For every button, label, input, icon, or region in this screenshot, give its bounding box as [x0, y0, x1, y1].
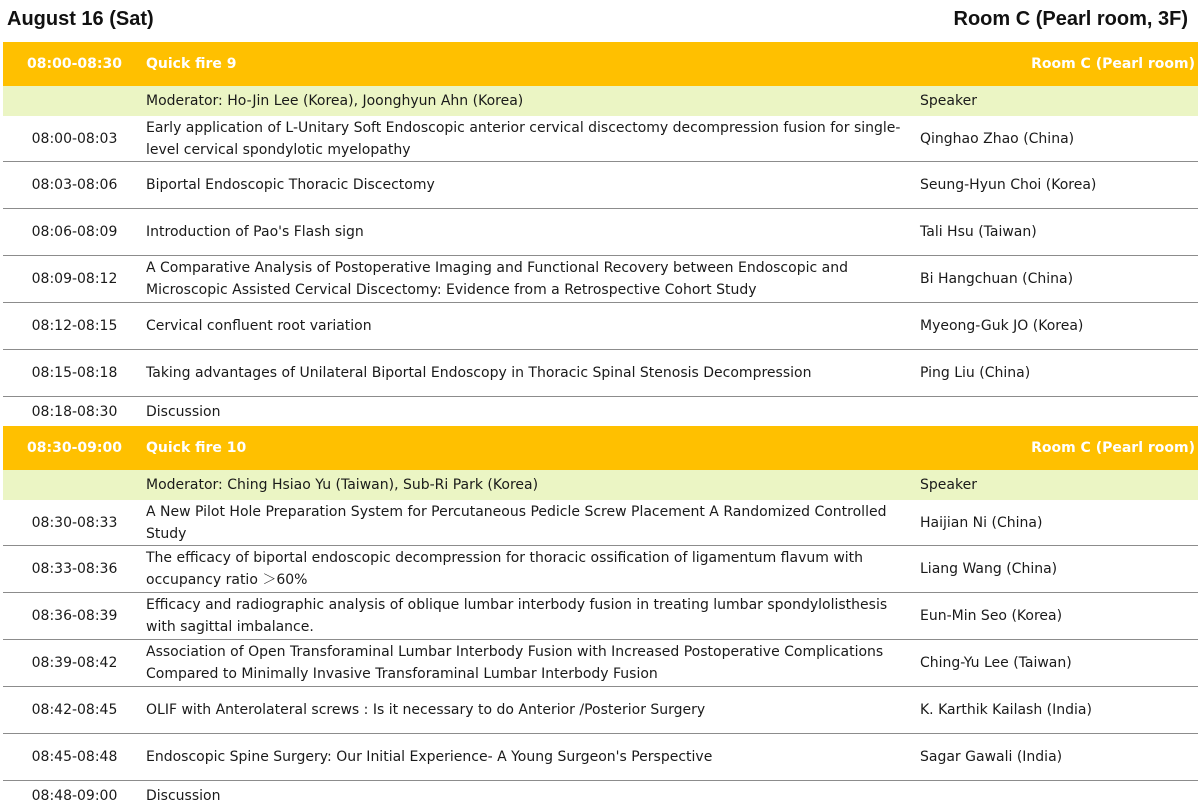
- session-room: Room C (Pearl room): [1031, 56, 1195, 72]
- talk-speaker: Tali Hsu (Taiwan): [920, 224, 1037, 240]
- session-room: Room C (Pearl room): [1031, 440, 1195, 456]
- talk-title: A Comparative Analysis of Postoperative Imaging and Functional Recovery between Endoscopic and Microscopic Assisted Cervical Discectomy: Evidence from a Retrospective Cohort Study: [146, 260, 848, 298]
- talk-title: Introduction of Pao's Flash sign: [146, 224, 364, 240]
- talk-title: Association of Open Transforaminal Lumbar Interbody Fusion with Increased Postoperative Complications Compared to Minimally Invasive Transforaminal Lumbar Interbody Fusion: [146, 644, 884, 682]
- discussion-row: [3, 397, 1198, 426]
- page-header: [0, 0, 1200, 42]
- session-title: Quick fire 9: [146, 56, 237, 72]
- discussion-time: 08:18-08:30: [31, 403, 118, 420]
- talk-row: [3, 116, 1198, 162]
- discussion-time: 08:48-09:00: [31, 787, 118, 804]
- talk-row: [3, 734, 1198, 781]
- talk-row: [3, 546, 1198, 593]
- talk-time: 08:42-08:45: [31, 702, 118, 718]
- moderator-label: Moderator: Ching Hsiao Yu (Taiwan), Sub-Ri Park (Korea): [146, 477, 539, 493]
- talk-speaker: Seung-Hyun Choi (Korea): [920, 177, 1097, 193]
- talk-time: 08:39-08:42: [31, 655, 118, 671]
- speaker-column-header: Speaker: [920, 477, 977, 493]
- talk-speaker: Bi Hangchuan (China): [920, 271, 1074, 287]
- talk-title: A New Pilot Hole Preparation System for Percutaneous Pedicle Screw Placement A Randomized Controlled Study: [146, 503, 887, 542]
- moderator-label: Moderator: Ho-Jin Lee (Korea), Joonghyun Ahn (Korea): [146, 93, 524, 109]
- talk-time: 08:45-08:48: [31, 749, 118, 765]
- talk-time: 08:09-08:12: [31, 271, 118, 287]
- talk-time: 08:36-08:39: [31, 608, 118, 624]
- talk-speaker: Ping Liu (China): [920, 365, 1031, 381]
- talk-time: 08:12-08:15: [31, 318, 118, 334]
- talk-title: Endoscopic Spine Surgery: Our Initial Experience- A Young Surgeon's Perspective: [146, 749, 713, 765]
- talk-row: [3, 209, 1198, 256]
- talk-title: OLIF with Anterolateral screws : Is it necessary to do Anterior /Posterior Surgery: [146, 702, 706, 718]
- talk-title: The efficacy of biportal endoscopic decompression for thoracic ossification of ligamentum flavum with occupancy ratio ＞60%: [146, 550, 864, 588]
- talk-speaker: Qinghao Zhao (China): [920, 130, 1075, 147]
- talk-title: Biportal Endoscopic Thoracic Discectomy: [146, 177, 435, 193]
- talk-title: Efficacy and radiographic analysis of oblique lumbar interbody fusion in treating lumbar spondylolisthesis with sagittal imbalance.: [146, 597, 888, 635]
- session-time: 08:00-08:30: [27, 56, 122, 72]
- page-room: Room C (Pearl room, 3F): [953, 8, 1188, 30]
- moderator-row: [3, 86, 1198, 116]
- talk-row: [3, 162, 1198, 209]
- talk-speaker: Myeong-Guk JO (Korea): [920, 318, 1084, 334]
- page-date: August 16 (Sat): [7, 8, 154, 30]
- talk-row: [3, 687, 1198, 734]
- discussion-label: Discussion: [146, 403, 221, 420]
- moderator-row: [3, 470, 1198, 500]
- talk-speaker: Liang Wang (China): [920, 561, 1058, 577]
- talk-time: 08:33-08:36: [31, 561, 118, 577]
- talk-speaker: Eun-Min Seo (Korea): [920, 608, 1063, 624]
- talk-title: Taking advantages of Unilateral Biportal Endoscopy in Thoracic Spinal Stenosis Decompression: [146, 365, 812, 381]
- talk-speaker: Ching-Yu Lee (Taiwan): [920, 655, 1072, 671]
- talk-time: 08:15-08:18: [31, 365, 118, 381]
- session-header-row: [3, 42, 1198, 86]
- talk-title: Cervical confluent root variation: [146, 318, 372, 334]
- talk-time: 08:30-08:33: [31, 514, 118, 531]
- talk-row: [3, 593, 1198, 640]
- talk-speaker: Haijian Ni (China): [920, 514, 1043, 531]
- talk-row: [3, 640, 1198, 687]
- discussion-label: Discussion: [146, 787, 221, 804]
- talk-speaker: Sagar Gawali (India): [920, 749, 1063, 765]
- talk-title: Early application of L-Unitary Soft Endoscopic anterior cervical discectomy decompression fusion for single-level cervical spondylotic myelopathy: [146, 119, 901, 158]
- session-header-row: [3, 426, 1198, 470]
- talk-speaker: K. Karthik Kailash (India): [920, 702, 1092, 718]
- session-time: 08:30-09:00: [27, 440, 122, 456]
- talk-time: 08:00-08:03: [31, 130, 118, 147]
- discussion-row: [3, 781, 1198, 810]
- speaker-column-header: Speaker: [920, 93, 977, 109]
- talk-row: [3, 256, 1198, 303]
- talk-row: [3, 350, 1198, 397]
- talk-row: [3, 500, 1198, 546]
- session-title: Quick fire 10: [146, 440, 247, 456]
- talk-time: 08:03-08:06: [31, 177, 118, 193]
- talk-time: 08:06-08:09: [31, 224, 118, 240]
- schedule-table: [3, 42, 1198, 810]
- talk-row: [3, 303, 1198, 350]
